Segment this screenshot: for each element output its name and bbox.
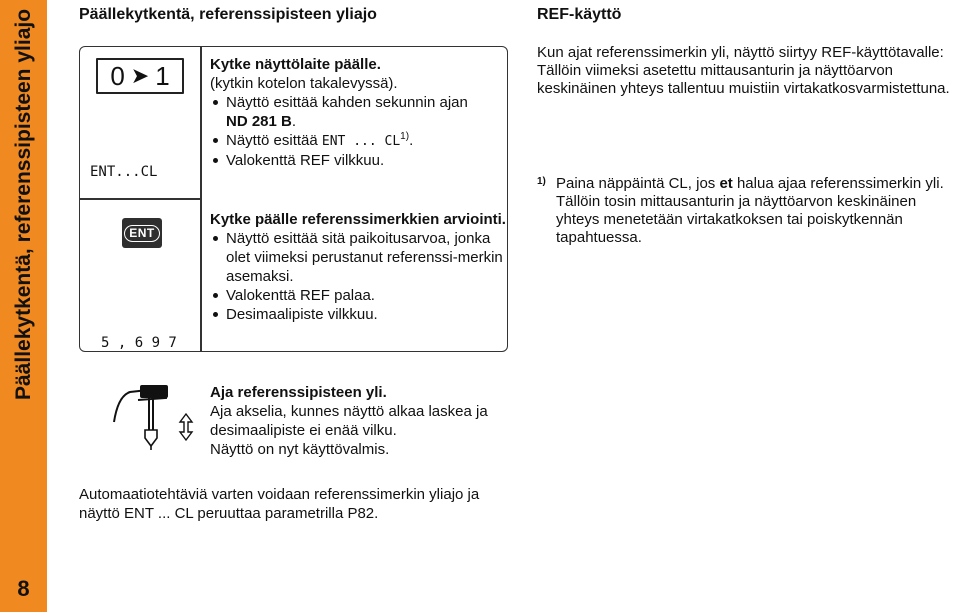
probe-traverse-icon <box>108 380 198 460</box>
automation-note <box>79 485 519 523</box>
step1-bullet-2 <box>210 131 510 151</box>
ent-cl-readout: ENT...CL <box>90 164 158 180</box>
step2-bullet-2: Valokenttä REF palaa. <box>210 286 510 305</box>
step1-list <box>210 93 510 170</box>
step1-subtitle: (kytkin kotelon takalevyssä). <box>210 75 398 92</box>
step3-line-1: Aja akselia, kunnes näyttö alkaa laskea ja desimaalipiste ei enää vilku. <box>210 403 488 439</box>
footnote-ref: 1) <box>400 131 410 142</box>
sidebar-title: Päällekytkentä, referenssipisteen yliajo <box>12 8 35 400</box>
step2-bullet-3: Desimaalipiste vilkkuu. <box>210 305 510 324</box>
step2-bullet-1: Näyttö esittää sitä paikoitusarvoa, jonka olet viimeksi perustanut referenssi-merkin asemaksi. <box>210 229 510 286</box>
step-switch-on <box>210 55 510 170</box>
frame-divider-horizontal <box>79 198 201 200</box>
footnote <box>537 175 952 247</box>
ref-mode-heading: REF-käyttö <box>537 6 622 23</box>
step-traverse-reference <box>210 383 510 459</box>
step2-list <box>210 229 510 324</box>
page-number: 8 <box>17 576 30 601</box>
step1-bullet-2-suffix: . <box>409 132 414 149</box>
footnote-after: halua ajaa referenssimerkin yli. Tällöin tosin mittausanturin ja näyttöarvon keskinäinen yhteys menetetään virtakatkoksen tai poiskytkennän tapahtuessa. <box>556 175 944 246</box>
step1-bullet-3: Valokenttä REF vilkkuu. <box>210 151 510 170</box>
power-switch-display <box>96 58 184 94</box>
display-value-on: 1 <box>155 60 170 91</box>
step2-title: Kytke päälle referenssimerkkien arviointi. <box>210 211 506 228</box>
ent-key-icon <box>122 218 162 248</box>
model-name: ND 281 B <box>226 113 292 130</box>
step3-line-2: Näyttö on nyt käyttövalmis. <box>210 441 390 458</box>
sidebar <box>0 0 47 612</box>
right-arrowhead-icon: ➤ <box>130 63 150 88</box>
position-readout: 5 , 6 9 7 <box>101 335 177 351</box>
footnote-text <box>537 175 952 247</box>
section-heading: Päällekytkentä, referenssipisteen yliajo <box>79 6 377 23</box>
step1-title: Kytke näyttölaite päälle. <box>210 56 381 73</box>
step1-bullet-2-prefix: Näyttö esittää <box>226 132 318 149</box>
step-reference-evaluation <box>210 210 510 324</box>
ent-cl-code: ENT ... CL <box>321 134 401 149</box>
ref-mode-paragraph <box>537 44 952 98</box>
ref-mode-text: Kun ajat referenssimerkin yli, näyttö siirtyy REF-käyttötavalle: Tällöin viimeksi asetettu mittausanturin ja näyttöarvon keskinäinen yhteys tallentuu muistiin virtakatkosvarmistettuna. <box>537 44 950 97</box>
display-value-off: 0 <box>110 60 125 91</box>
step1-bullet-1 <box>210 93 510 131</box>
step3-title: Aja referenssipisteen yli. <box>210 384 387 401</box>
model-name-period: . <box>291 113 297 130</box>
footnote-before: Paina näppäintä CL, jos <box>556 175 716 192</box>
automation-note-text: Automaatiotehtäviä varten voidaan referenssimerkin yliajo ja näyttö ENT ... CL peruuttaa parametrilla P82. <box>79 486 480 522</box>
footnote-emphasis: et <box>719 175 733 192</box>
step1-bullet-1-text: Näyttö esittää kahden sekunnin ajan <box>226 94 468 111</box>
footnote-mark: 1) <box>537 176 546 187</box>
ent-key-label: ENT <box>124 225 160 242</box>
